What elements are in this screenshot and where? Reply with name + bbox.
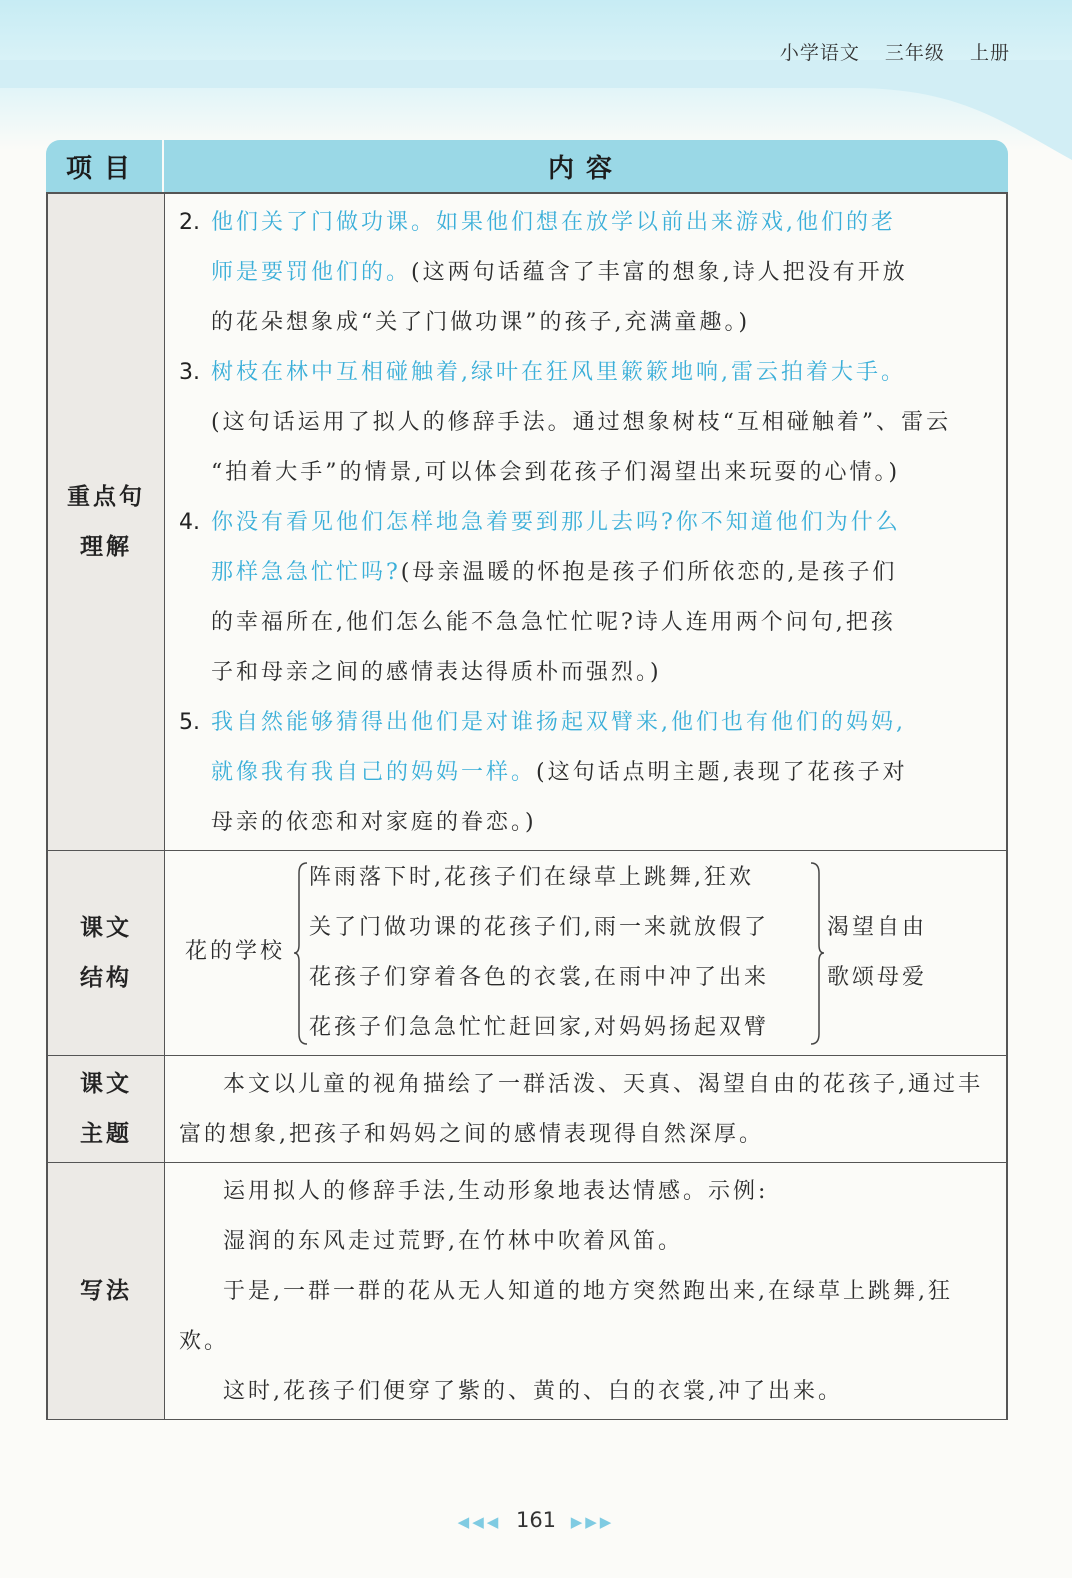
theme-item: 渴望自由 — [827, 915, 928, 940]
branch-item: 关了门做功课的花孩子们,雨一来就放假了 — [309, 915, 769, 940]
summary-table — [46, 140, 1008, 1420]
writing-paragraph: 运用拟人的修辞手法,生动形象地表达情感。示例: — [223, 1179, 769, 1204]
row-label: 课文 主题 — [48, 1056, 165, 1162]
structure-themes — [827, 903, 927, 1003]
writing-paragraph: 于是,一群一群的花从无人知道的地方突然跑出来,在绿草上跳舞,狂欢。 — [179, 1279, 953, 1354]
row-label: 写法 — [48, 1163, 165, 1419]
writing-content — [165, 1163, 1006, 1419]
row-theme — [46, 1056, 1008, 1163]
row-structure — [46, 851, 1008, 1056]
book-header — [762, 38, 1010, 65]
structure-diagram — [165, 851, 1006, 1055]
table-header — [46, 140, 1008, 192]
branch-item: 花孩子们穿着各色的衣裳,在雨中冲了出来 — [309, 965, 769, 990]
row-label: 课文 结构 — [48, 851, 165, 1055]
theme-item: 歌颂母爱 — [827, 965, 928, 990]
sentence-item: 3. 树枝在林中互相碰触着,绿叶在狂风里簌簌地响,雷云拍着大手。 (这句话运用了拟人的修辞手法。通过想象树枝“互相碰触着”、雷云 “拍着大手”的情景,可以体会到花孩子们渴望出来玩耍的心情。) — [179, 360, 952, 485]
right-arrows-icon: ▶▶▶ — [570, 1513, 615, 1531]
key-sentences-content — [165, 194, 1006, 850]
header-volume: 上册 — [969, 42, 1010, 64]
page-footer — [0, 1508, 1072, 1532]
header-grade: 三年级 — [884, 42, 945, 64]
writing-paragraph: 湿润的东风走过荒野,在竹林中吹着风笛。 — [223, 1229, 683, 1254]
row-writing — [46, 1163, 1008, 1420]
row-label: 重点句 理解 — [48, 194, 165, 850]
right-brace — [809, 861, 825, 1046]
branch-item: 阵雨落下时,花孩子们在绿草上跳舞,狂欢 — [309, 865, 754, 890]
branch-item: 花孩子们急急忙忙赶回家,对妈妈扬起双臂 — [309, 1015, 769, 1040]
header-col-content: 内容 — [164, 140, 1008, 192]
left-arrows-icon: ◀◀◀ — [457, 1513, 502, 1531]
page-number: 161 — [515, 1508, 557, 1532]
left-brace — [293, 861, 309, 1046]
sentence-item: 5. 我自然能够猜得出他们是对谁扬起双臂来,他们也有他们的妈妈, 就像我有我自己的妈妈一样。(这句话点明主题,表现了花孩子对 母亲的依恋和对家庭的眷恋。) — [179, 710, 908, 835]
writing-paragraph: 这时,花孩子们便穿了紫的、黄的、白的衣裳,冲了出来。 — [223, 1379, 843, 1404]
sentence-item: 4. 你没有看见他们怎样地急着要到那儿去吗?你不知道他们为什么 那样急急忙忙吗?(母亲温暖的怀抱是孩子们所依恋的,是孩子们 的幸福所在,他们怎么能不急急忙忙呢?诗人连用两个问句,把孩 子和母亲之间的感情表达得质朴而强烈。) — [179, 510, 901, 685]
header-col-item: 项目 — [46, 140, 162, 192]
structure-root: 花的学校 — [185, 939, 286, 964]
theme-content — [165, 1056, 1006, 1162]
sentence-item: 2. 他们关了门做功课。如果他们想在放学以前出来游戏,他们的老 师是要罚他们的。(这两句话蕴含了丰富的想象,诗人把没有开放 的花朵想象成“关了门做功课”的孩子,充满童趣。) — [179, 210, 908, 335]
theme-text: 本文以儿童的视角描绘了一群活泼、天真、渴望自由的花孩子,通过丰富的想象,把孩子和妈妈之间的感情表现得自然深厚。 — [179, 1072, 983, 1147]
structure-branches — [309, 853, 769, 1053]
header-subject: 小学语文 — [779, 42, 860, 64]
row-key-sentences — [46, 192, 1008, 851]
